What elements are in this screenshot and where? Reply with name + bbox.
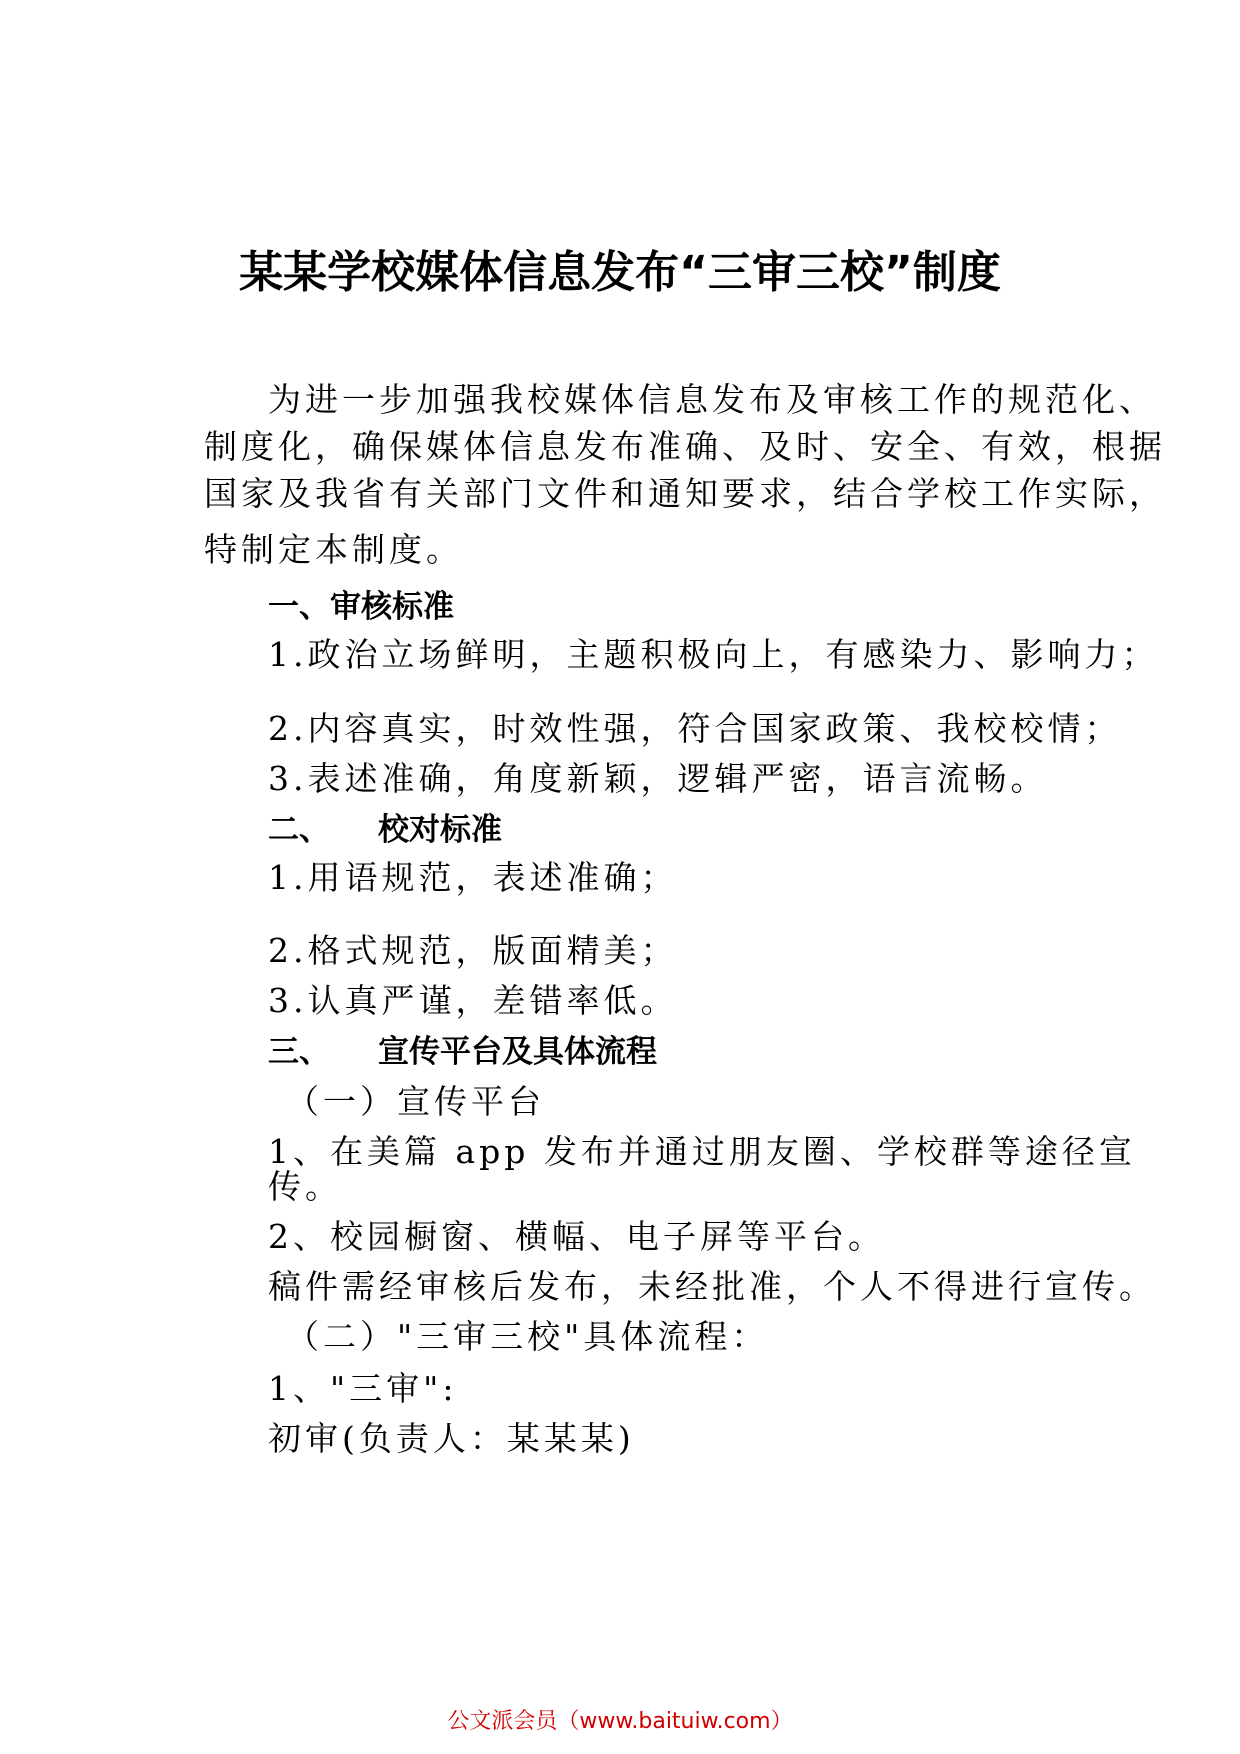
list-item: 3.认真严谨，差错率低。 [268,981,678,1020]
intro-line-1: 为进一步加强我校媒体信息发布及审核工作的规范化、 [268,380,1156,419]
footer-watermark-link[interactable]: 公文派会员（www.baituiw.com） [447,1709,793,1734]
list-item: 1.用语规范，表述准确； [268,858,678,897]
section-number: 三、 [268,1034,330,1070]
subsection-heading-platform: （一）宣传平台 [286,1082,545,1121]
platform-item-1: 1、在美篇 app 发布并通过朋友圈、学校群等途径宣 [268,1132,1136,1171]
section-title: 审核标准 [330,589,454,625]
section-heading-2 [268,804,502,849]
subsection-heading-process: （二）"三审三校"具体流程： [286,1317,769,1356]
first-review-line: 初审(负责人：某某某) [268,1419,635,1458]
intro-line-2: 制度化，确保媒体信息发布准确、及时、安全、有效，根据 [204,427,1166,466]
list-item: 3.表述准确，角度新颖，逻辑严密，语言流畅。 [268,759,1048,798]
section-number: 一、 [268,589,330,625]
list-item: 2.格式规范，版面精美； [268,931,678,970]
section-number: 二、 [268,812,330,848]
process-step-1: 1、"三审": [268,1369,458,1408]
section-title: 校对标准 [378,812,502,848]
section-title: 宣传平台及具体流程 [378,1034,657,1070]
list-item: 1.政治立场鲜明，主题积极向上，有感染力、影响力； [268,635,1159,674]
platform-note: 稿件需经审核后发布，未经批准，个人不得进行宣传。 [268,1267,1156,1306]
platform-item-2: 2、校园橱窗、横幅、电子屏等平台。 [268,1217,885,1256]
document-title: 某某学校媒体信息发布“三审三校”制度 [239,247,1001,298]
platform-item-1-continued: 传。 [268,1167,342,1206]
intro-line-4: 特制定本制度。 [204,530,463,569]
section-heading-3 [268,1026,657,1071]
intro-line-3: 国家及我省有关部门文件和通知要求，结合学校工作实际， [204,474,1166,513]
section-heading-1 [268,581,454,626]
list-item: 2.内容真实，时效性强，符合国家政策、我校校情； [268,709,1122,748]
